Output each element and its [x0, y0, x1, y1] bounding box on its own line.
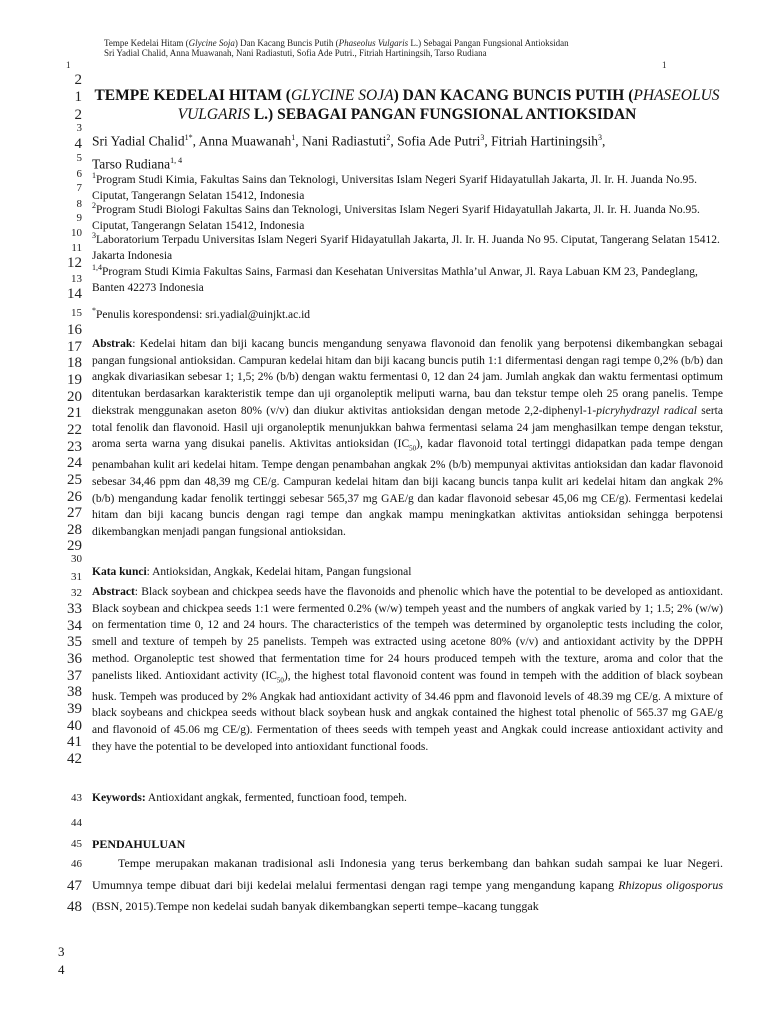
line-number: 41 — [67, 734, 82, 750]
line-number: 45 — [71, 838, 82, 850]
line-number: 18 — [67, 355, 82, 371]
line-number: 40 — [67, 718, 82, 734]
line-number: 28 — [67, 522, 82, 538]
line-number: 9 — [76, 212, 82, 224]
correspondence: *Penulis korespondensi: sri.yadial@uinjkt.ac.id — [92, 306, 311, 321]
affiliation: $^1$Program Studi Kimia, Fakultas Sains dan Teknologi, Universitas Islam Negeri Syarif Hidayatullah Jakarta, Jl. Ir. H. Juanda No.95. Ciputat, Tangerangn Selatan 15412, Indonesia — [92, 171, 698, 202]
line-number: 21 — [67, 405, 82, 421]
line-number: 17 — [67, 339, 82, 355]
line-number: 20 — [67, 389, 82, 405]
kata-kunci: Kata kunci: Antioksidan, Angkak, Kedelai hitam, Pangan fungsional — [92, 566, 412, 578]
line-number: 38 — [67, 684, 82, 700]
line-number: 25 — [67, 472, 82, 488]
section-heading: PENDAHULUAN — [92, 837, 186, 851]
line-number: 47 — [67, 878, 82, 894]
line-number: 27 — [67, 505, 82, 521]
line-number: 24 — [67, 455, 82, 471]
line-number: 2 — [74, 107, 82, 123]
line-number: 33 — [67, 601, 82, 617]
line-number: 31 — [71, 571, 82, 583]
affiliation: $^3$Laboratorium Terpadu Universitas Islam Negeri Syarif Hidayatullah Jakarta, Jl. Ir. H. Juanda No 95. Ciputat, Tangerang Selatan 15412. Jakarta Indonesia — [92, 231, 720, 262]
line-number: 36 — [67, 651, 82, 667]
line-number: 39 — [67, 701, 82, 717]
line-number: 26 — [67, 489, 82, 505]
author-list: Sri Yadial Chalid$^{1*}$, Anna Muawanah$^1$, Nani Radiastuti$^2$, Sofia Ade Putri$^3$, Fitriah Hartiningsih$^3$, Tarso Rudiana$^{1, 4}$ — [92, 133, 606, 171]
line-number: 23 — [67, 439, 82, 455]
keywords: Keywords: Antioxidant angkak, fermented, functioan food, tempeh. — [92, 792, 407, 804]
line-number: 8 — [76, 198, 82, 210]
affiliation: $^{1,4}$Program Studi Kimia Fakultas Sains, Farmasi dan Kesehatan Universitas Mathla’ul Anwar, Jl. Raya Labuan KM 23, Pandeglang, Banten 42273 Indonesia — [92, 263, 698, 294]
header-right-number: 1 — [662, 60, 667, 70]
line-number: 6 — [76, 168, 82, 180]
line-number: 35 — [67, 634, 82, 650]
line-number: 11 — [71, 242, 82, 254]
line-number: 7 — [76, 182, 82, 194]
line-number: 48 — [67, 899, 82, 915]
line-number: 22 — [67, 422, 82, 438]
line-number: 42 — [67, 751, 82, 767]
running-header-title: Tempe Kedelai Hitam (Glycine Soja) Dan Kacang Buncis Putih (Phaseolus Vulgaris L.) Sebagai Pangan Fungsional Antioksidan — [104, 38, 569, 48]
intro-paragraph: Tempe merupakan makanan tradisional asli Indonesia yang terus berkembang dan bahkan sudah sampai ke luar Negeri. Umumnya tempe dibuat dari biji kedelai melalui fermentasi dengan ragi tempe yang mengandung kapang Rhizopus oligosporus (BSN, 2015).Tempe non kedelai sudah banyak dikembangkan seperti tempe–kacang tunggak — [92, 856, 723, 913]
line-number: 46 — [71, 858, 82, 870]
footer-number: 4 — [58, 962, 65, 977]
abstrak-paragraph: Abstrak: Kedelai hitam dan biji kacang buncis mengandung senyawa flavonoid dan fenolik yang berpotensi dikembangkan sebagai pangan fungsional antioksidan. Campuran kedelai hitam dan biji kacang buncis putih 1:1 difermentasi dengan ragi tempe 0,2% (b/b) dan angkak divariasikan sebesar 1; 1,5; 2% (b/b) dengan waktu fermentasi 0, 12 dan 24 jam. Jumlah angkak dan waktu fermentasi optimum ditentukan berdasarkan karakteristik tempe dan uji organoleptik meliputi warna, bau dan tekstur tempe oleh 25 orang panelis. Tempe diekstrak menggunakan aseton 80% (v/v) dan diukur aktivitas antioksidan dengan metode 2,2-diphenyl-1-picryhydrazyl radical serta total fenolik dan flavonoid. Hasil uji organoleptik menunjukkan bahwa fermentasi selama 24 jam menghasilkan tempe dengan tekstur, aroma serta warna yang disukai panelis. Aktivitas antioksidan $(IC_{50})$, kadar flavonoid total tertinggi didapatkan pada tempe dengan penambahan kulit ari kedelai hitam. Tempe dengan penambahan angkak 2% (b/b) mempunyai aktivitas antioksidan dan kadar flavonoid sebesar 34,46 ppm dan 48,39 mg CE/g. Campuran kedelai hitam dan biji kacang buncis tanpa kulit ari kedelai hitam dan angkak 2%(b/b) mengandung kadar fenolik tertinggi sebesar 565,37 mg GAE/g dan kadar flavonoid sebesar 45,06 mg CE/g). Fermentasi kedelai hitam dan biji kacang buncis dengan ragi tempe dan angkak mampu meningkatkan aktivitas antioksidan sehingga berpotensi dikembangkan menjadi pangan fungsional antioksidan. — [92, 338, 723, 539]
line-number: 13 — [71, 273, 82, 285]
line-number: 14 — [67, 286, 82, 302]
line-number: 43 — [71, 792, 82, 804]
line-number: 10 — [71, 227, 82, 239]
line-number: 2 — [74, 72, 82, 88]
abstract-paragraph: Abstract: Black soybean and chickpea seeds have the flavonoids and phenolic which have the potential to be developed as antioxidant. Black soybean and chickpea seeds 1:1 were fermented 0.2% (w/w) tempeh yeast and the numbers of angkak varied by 1; 1.5; 2% (w/w) on fermentation time 0, 12 and 24 hours. The characteristics of the tempeh was determined by organoleptic tests including the color, smell and texture of tempeh by 25 panelists. Tempeh was extracted using acetone 80% (v/v) and antioxidant activity by the DPPH method. Organoleptic test showed that fermentation time for 24 hours produced tempeh with the texture, aroma and color that the panelists liked. Antioxidant activity $(IC_{50})$, the highest total flavonoid content was found in tempeh with the addition of black soybean husk. Tempeh was produced by 2% Angkak had antioxidant activity of 34.46 ppm and flavonoid levels of 48.39 mg CE/g. A mixture of black soybeans and chickpea seeds without black soybean husk and angkak contained the highest total phenolic of 565.37 mg GAE/g and flavonoid of 45.06 mg CE/g). Fermentation of thees seeds with tempeh yeast and Angkak could increase antioxidant activity and they have the potential to be developed into antioxidant functional foods. — [92, 586, 723, 753]
line-number: 30 — [71, 553, 82, 565]
line-number: 37 — [67, 668, 82, 684]
line-number: 34 — [67, 618, 82, 634]
line-number: 5 — [76, 152, 82, 164]
line-number: 19 — [67, 372, 82, 388]
line-number: 1 — [74, 89, 82, 105]
line-number: 4 — [74, 136, 82, 152]
affiliation: $^2$Program Studi Biologi Fakultas Sains dan Teknologi, Universitas Islam Negeri Syarif Hidayatullah Jakarta, Jl. Ir. H. Juanda No.95. Ciputat, Tangerangn Selatan 15412, Indonesia — [92, 201, 700, 232]
footer-number: 3 — [58, 944, 65, 959]
line-number: 15 — [71, 307, 82, 319]
paper-title: TEMPE KEDELAI HITAM (GLYCINE SOJA) DAN KACANG BUNCIS PUTIH (PHASEOLUS VULGARIS L.) SEBAGAI PANGAN FUNGSIONAL ANTIOKSIDAN — [94, 87, 720, 123]
running-header-authors: Sri Yadial Chalid, Anna Muawanah, Nani Radiastuti, Sofia Ade Putri., Fitriah Hartiningsih, Tarso Rudiana — [104, 48, 487, 58]
line-number: 3 — [76, 122, 82, 134]
line-number: 44 — [71, 817, 82, 829]
line-number: 12 — [67, 255, 82, 271]
header-left-number: 1 — [66, 60, 71, 70]
line-number: 32 — [71, 587, 82, 599]
line-number: 16 — [67, 322, 82, 338]
line-number: 29 — [67, 538, 82, 554]
